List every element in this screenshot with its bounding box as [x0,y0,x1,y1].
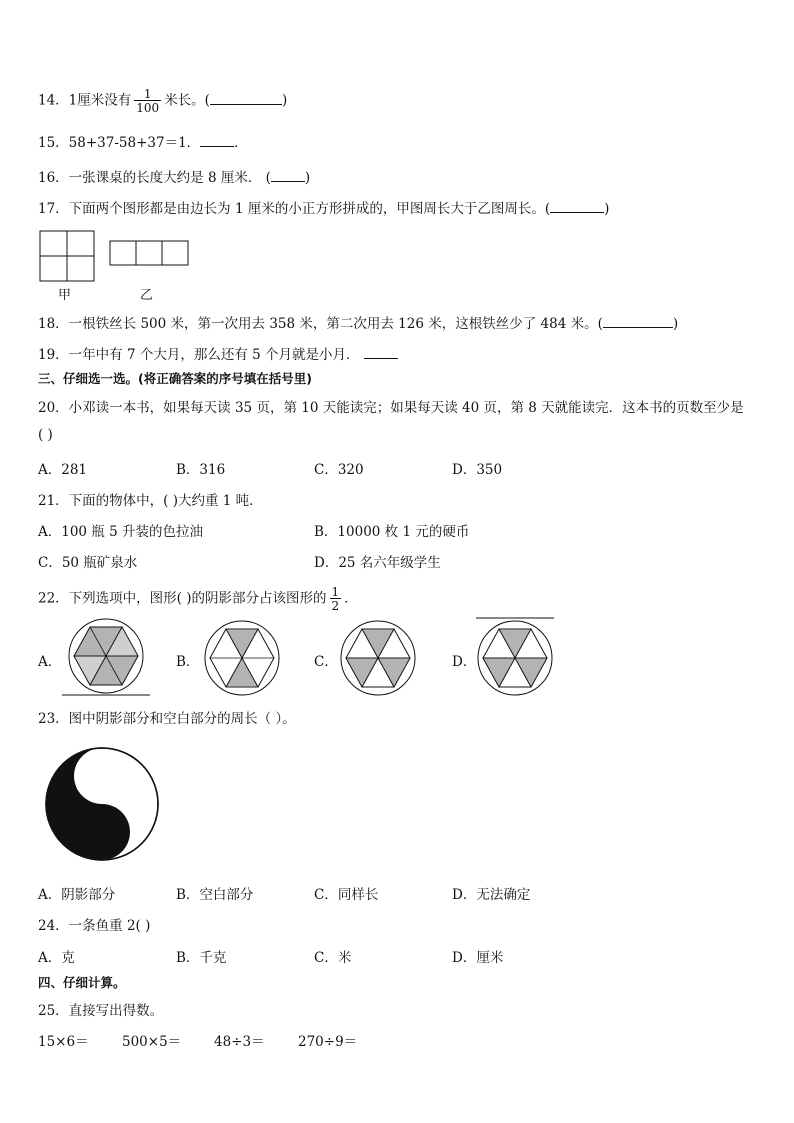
q22-fraction [330,586,342,612]
q25-item-4: 270÷9＝ [298,1034,358,1050]
figure-jia-label: 甲 [58,288,72,303]
q14-close: ) [281,92,288,109]
q19-text: 19．一年中有 7 个大月，那么还有 5 个月就是小月． [38,347,360,363]
q22-option-a[interactable]: A． [38,654,62,670]
q16-close: ) [304,170,311,186]
q16-answer-blank[interactable] [271,167,305,182]
q23-yin-yang-figure [44,746,164,866]
q14-line [38,88,287,114]
q23-option-d[interactable]: D．无法确定 [452,887,531,903]
q16-line [38,166,310,186]
q22-numerator: 1 [331,585,340,599]
q19-line [38,343,398,363]
q21-option-b[interactable]: B．10000 枚 1 元的硬币 [314,524,470,540]
q14-answer-blank[interactable] [210,90,282,105]
q21-option-c[interactable]: C．50 瓶矿泉水 [38,555,138,571]
q23-option-b[interactable]: B．空白部分 [176,887,254,903]
q20-option-c[interactable]: C．320 [314,462,364,478]
q18-line [38,312,678,332]
q22-figure-a-hexagon-circle[interactable] [62,618,152,698]
q18-answer-blank[interactable] [603,313,673,328]
q21-option-d[interactable]: D．25 名六年级学生 [314,555,441,571]
q18-text: 18．一根铁丝长 500 米，第一次用去 358 米，第二次用去 126 米，这根铁丝少了 484 米。( [38,316,603,332]
q21-option-a[interactable]: A．100 瓶 5 升装的色拉油 [38,524,203,540]
q18-close: ) [672,316,679,332]
q14-fraction [134,88,161,114]
q25-item-3: 48÷3＝ [214,1034,265,1050]
figure-yi-1x3-squares [110,241,188,265]
q17-answer-blank[interactable] [550,198,604,213]
figure-yi-label: 乙 [140,288,154,303]
q20-line1: 20．小邓读一本书，如果每天读 35 页，第 10 天能读完；如果每天读 40 页，第 8 天就能读完．这本书的页数至少是 [38,400,744,416]
section-4-heading: 四、仔细计算。 [38,975,126,990]
q23-option-c[interactable]: C．同样长 [314,887,379,903]
q15-text: 15．58+37-58+37＝1． [38,135,201,151]
q20-line2: ( ) [38,427,53,443]
q20-option-b[interactable]: B．316 [176,462,226,478]
q23-line: 23．图中阴影部分和空白部分的周长（ ）。 [38,711,296,727]
q20-option-d[interactable]: D．350 [452,462,503,478]
q22-text: 22．下列选项中，图形( )的阴影部分占该图形的 [38,590,327,607]
q25-item-1: 15×6＝ [38,1034,89,1050]
q14-denominator: 100 [136,101,160,115]
section-3-heading: 三、仔细选一选。(将正确答案的序号填在括号里) [38,371,312,386]
q24-option-a[interactable]: A．克 [38,950,75,966]
q22-figure-c-hexagon-circle[interactable] [339,618,419,698]
q20-option-a[interactable]: A．281 [38,462,88,478]
q22-tail: ． [344,590,358,607]
q17-close: ) [604,201,610,217]
q14-numerator: 1 [143,87,152,101]
q24-option-d[interactable]: D．厘米 [452,950,504,966]
q16-text: 16．一张课桌的长度大约是 8 厘米． ( [38,170,271,186]
q22-figure-d-hexagon-circle[interactable] [474,616,560,698]
q15-line [38,131,248,151]
q24-line: 24．一条鱼重 2( ) [38,918,151,934]
q22-figure-b-hexagon-circle[interactable] [203,618,283,698]
q22-option-c[interactable]: C． [314,654,338,670]
q22-line [38,586,358,612]
q22-denominator: 2 [331,599,340,613]
q23-option-a[interactable]: A．阴影部分 [38,887,116,903]
q24-option-c[interactable]: C．米 [314,950,352,966]
q17-text: 17．下面两个图形都是由边长为 1 厘米的小正方形拼成的，甲图周长大于乙图周长。( [38,201,551,217]
q14-text: 14．1厘米没有 [38,92,132,109]
q24-option-b[interactable]: B．千克 [176,950,227,966]
q15-answer-blank[interactable] [200,132,234,147]
q22-option-d[interactable]: D． [452,654,477,670]
q19-answer-blank[interactable] [364,344,398,359]
figure-jia-2x2-squares [40,231,94,281]
q21-line: 21．下面的物体中，( )大约重 1 吨． [38,493,263,509]
q17-line [38,197,609,217]
q17-figures [38,230,198,286]
q14-text-tail: 米长。( [164,92,210,109]
q25-item-2: 500×5＝ [122,1034,182,1050]
q25-line: 25．直接写出得数。 [38,1003,164,1019]
q22-option-b[interactable]: B． [176,654,200,670]
q15-tail: ． [234,135,248,151]
